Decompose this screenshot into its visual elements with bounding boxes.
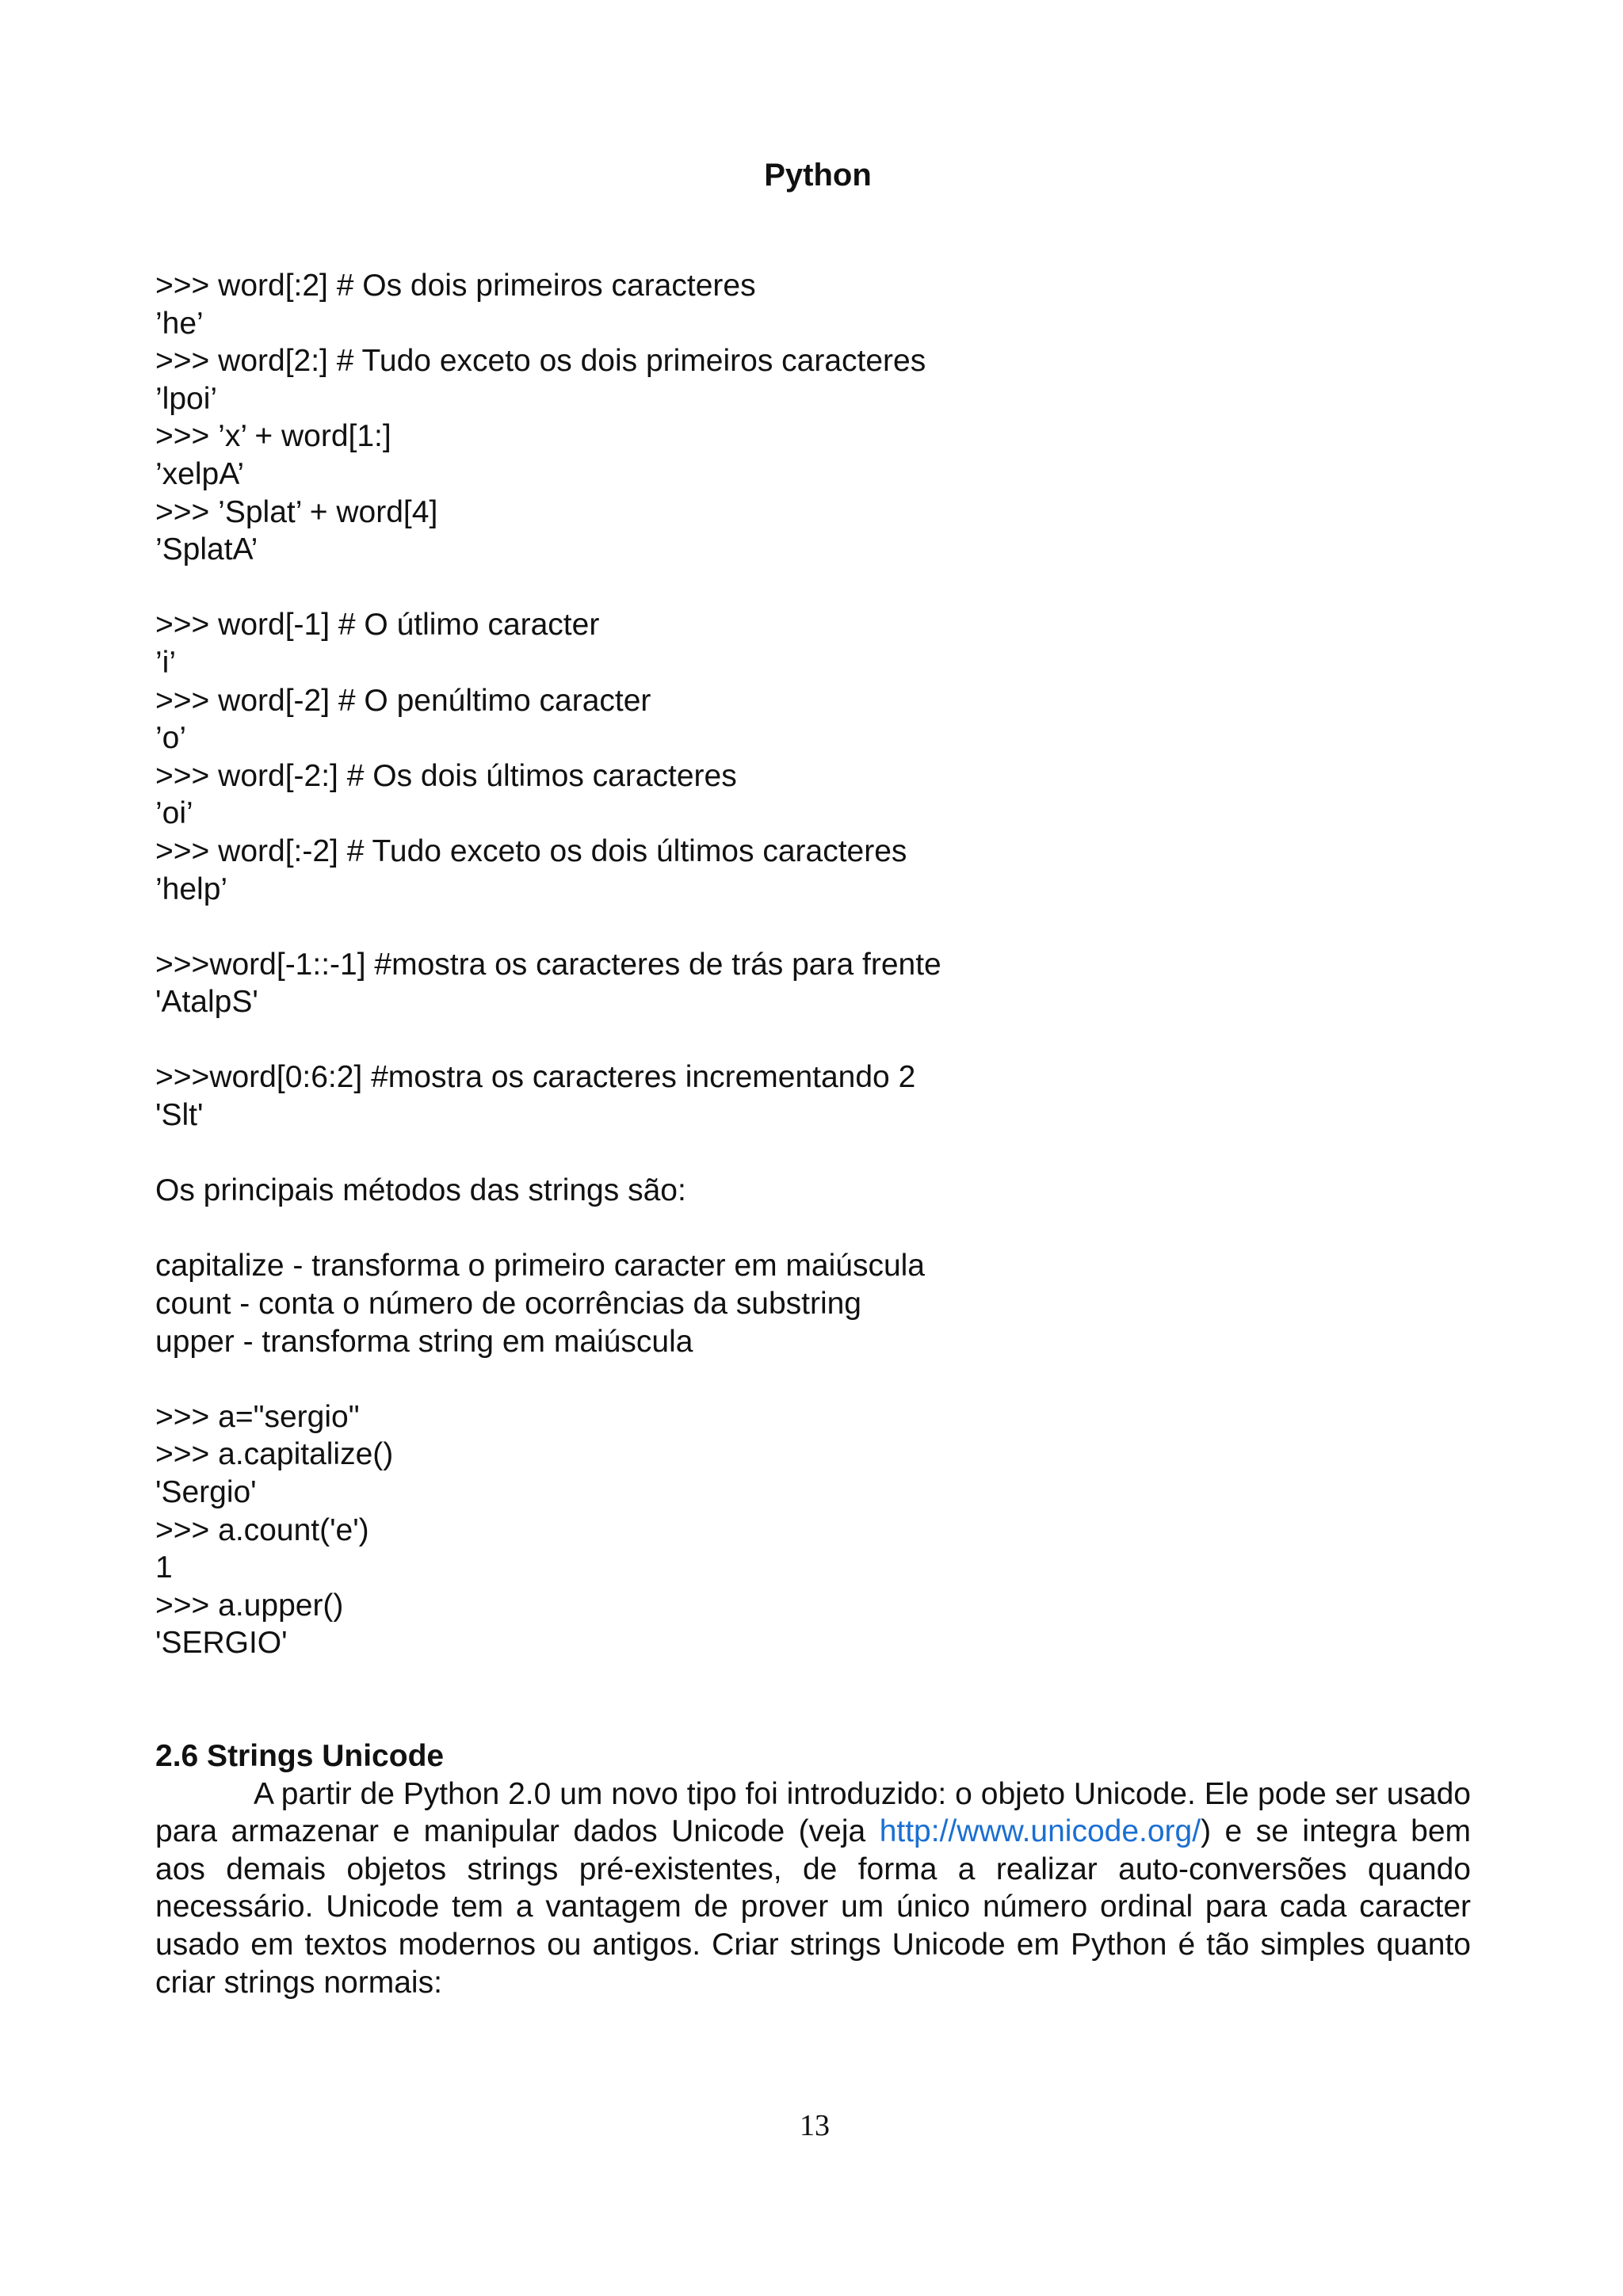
- code-line: >>> word[-2:] # Os dois últimos caracteres: [155, 758, 737, 793]
- code-output: ’i’: [155, 645, 176, 680]
- page-header-title: Python: [764, 158, 872, 193]
- paragraph-text: ) e se integra bem aos demais objetos strings pré-existentes, de forma a realizar auto-conversões quando necessário. Unicode tem a vantagem de prover um único número ordinal para cada caracter usado em textos modernos ou antigos. Criar strings Unicode em Python é tão simples quanto criar strings normais:: [155, 1814, 1471, 2000]
- code-line: >>>word[0:6:2] #mostra os caracteres incrementando 2: [155, 1060, 916, 1095]
- method-item: upper - transforma string em maiúscula: [155, 1324, 693, 1359]
- methods-list: [155, 1247, 1471, 1360]
- code-line: >>> word[-2] # O penúltimo caracter: [155, 683, 651, 718]
- code-line: >>> word[:-2] # Tudo exceto os dois últimos caracteres: [155, 833, 907, 868]
- spacer: [155, 1360, 1471, 1398]
- code-block-negative-index: [155, 606, 1471, 908]
- section-paragraph: [155, 1775, 1471, 2002]
- page-number: 13: [800, 2109, 830, 2142]
- method-item: count - conta o número de ocorrências da substring: [155, 1287, 862, 1322]
- code-output: 'Sergio': [155, 1475, 257, 1509]
- code-output: ’lpoi’: [155, 381, 218, 416]
- spacer: [155, 1210, 1471, 1248]
- code-block-methods: [155, 1398, 1471, 1662]
- code-block-step: [155, 1058, 1471, 1134]
- spacer: [155, 1135, 1471, 1173]
- code-line: >>> word[-1] # O útlimo caracter: [155, 608, 600, 643]
- spacer: [155, 569, 1471, 607]
- code-output: ’SplatA’: [155, 532, 258, 567]
- code-line: >>> a.capitalize(): [155, 1437, 394, 1472]
- code-output: 'Slt': [155, 1098, 204, 1133]
- methods-intro: Os principais métodos das strings são:: [155, 1173, 686, 1208]
- code-line: >>> a.count('e'): [155, 1512, 369, 1547]
- code-line: >>> a.upper(): [155, 1588, 344, 1623]
- code-block-reverse: [155, 946, 1471, 1021]
- spacer: [155, 1662, 1471, 1737]
- code-line: >>> ’Splat’ + word[4]: [155, 494, 438, 529]
- code-output: ’o’: [155, 721, 187, 756]
- code-line: >>> word[:2] # Os dois primeiros caracteres: [155, 269, 756, 303]
- code-output: ’help’: [155, 871, 228, 906]
- spacer: [155, 908, 1471, 946]
- code-block-slicing: [155, 267, 1471, 569]
- method-item: capitalize - transforma o primeiro caracter em maiúscula: [155, 1249, 926, 1283]
- spacer: [155, 1021, 1471, 1059]
- code-output: 'AtalpS': [155, 985, 258, 1020]
- paragraph-text: A partir de Python 2.0 um novo tipo foi introduzido: o objeto Unicode. Ele pode ser usado para armazenar e manipular dados Unicode (veja: [155, 1776, 1471, 1849]
- code-output: 1: [155, 1550, 173, 1585]
- code-line: >>> word[2:] # Tudo exceto os dois primeiros caracteres: [155, 344, 926, 379]
- code-line: >>> ’x’ + word[1:]: [155, 419, 391, 454]
- unicode-link[interactable]: http://www.unicode.org/: [879, 1814, 1201, 1849]
- code-line: >>> a="sergio": [155, 1399, 360, 1434]
- code-output: ’he’: [155, 306, 204, 341]
- code-line: >>>word[-1::-1] #mostra os caracteres de trás para frente: [155, 947, 941, 982]
- code-output: ’oi’: [155, 796, 193, 831]
- section-heading: 2.6 Strings Unicode: [155, 1738, 445, 1773]
- page-content: [155, 267, 1471, 2001]
- code-output: 'SERGIO': [155, 1626, 288, 1661]
- code-output: ’xelpA’: [155, 456, 244, 491]
